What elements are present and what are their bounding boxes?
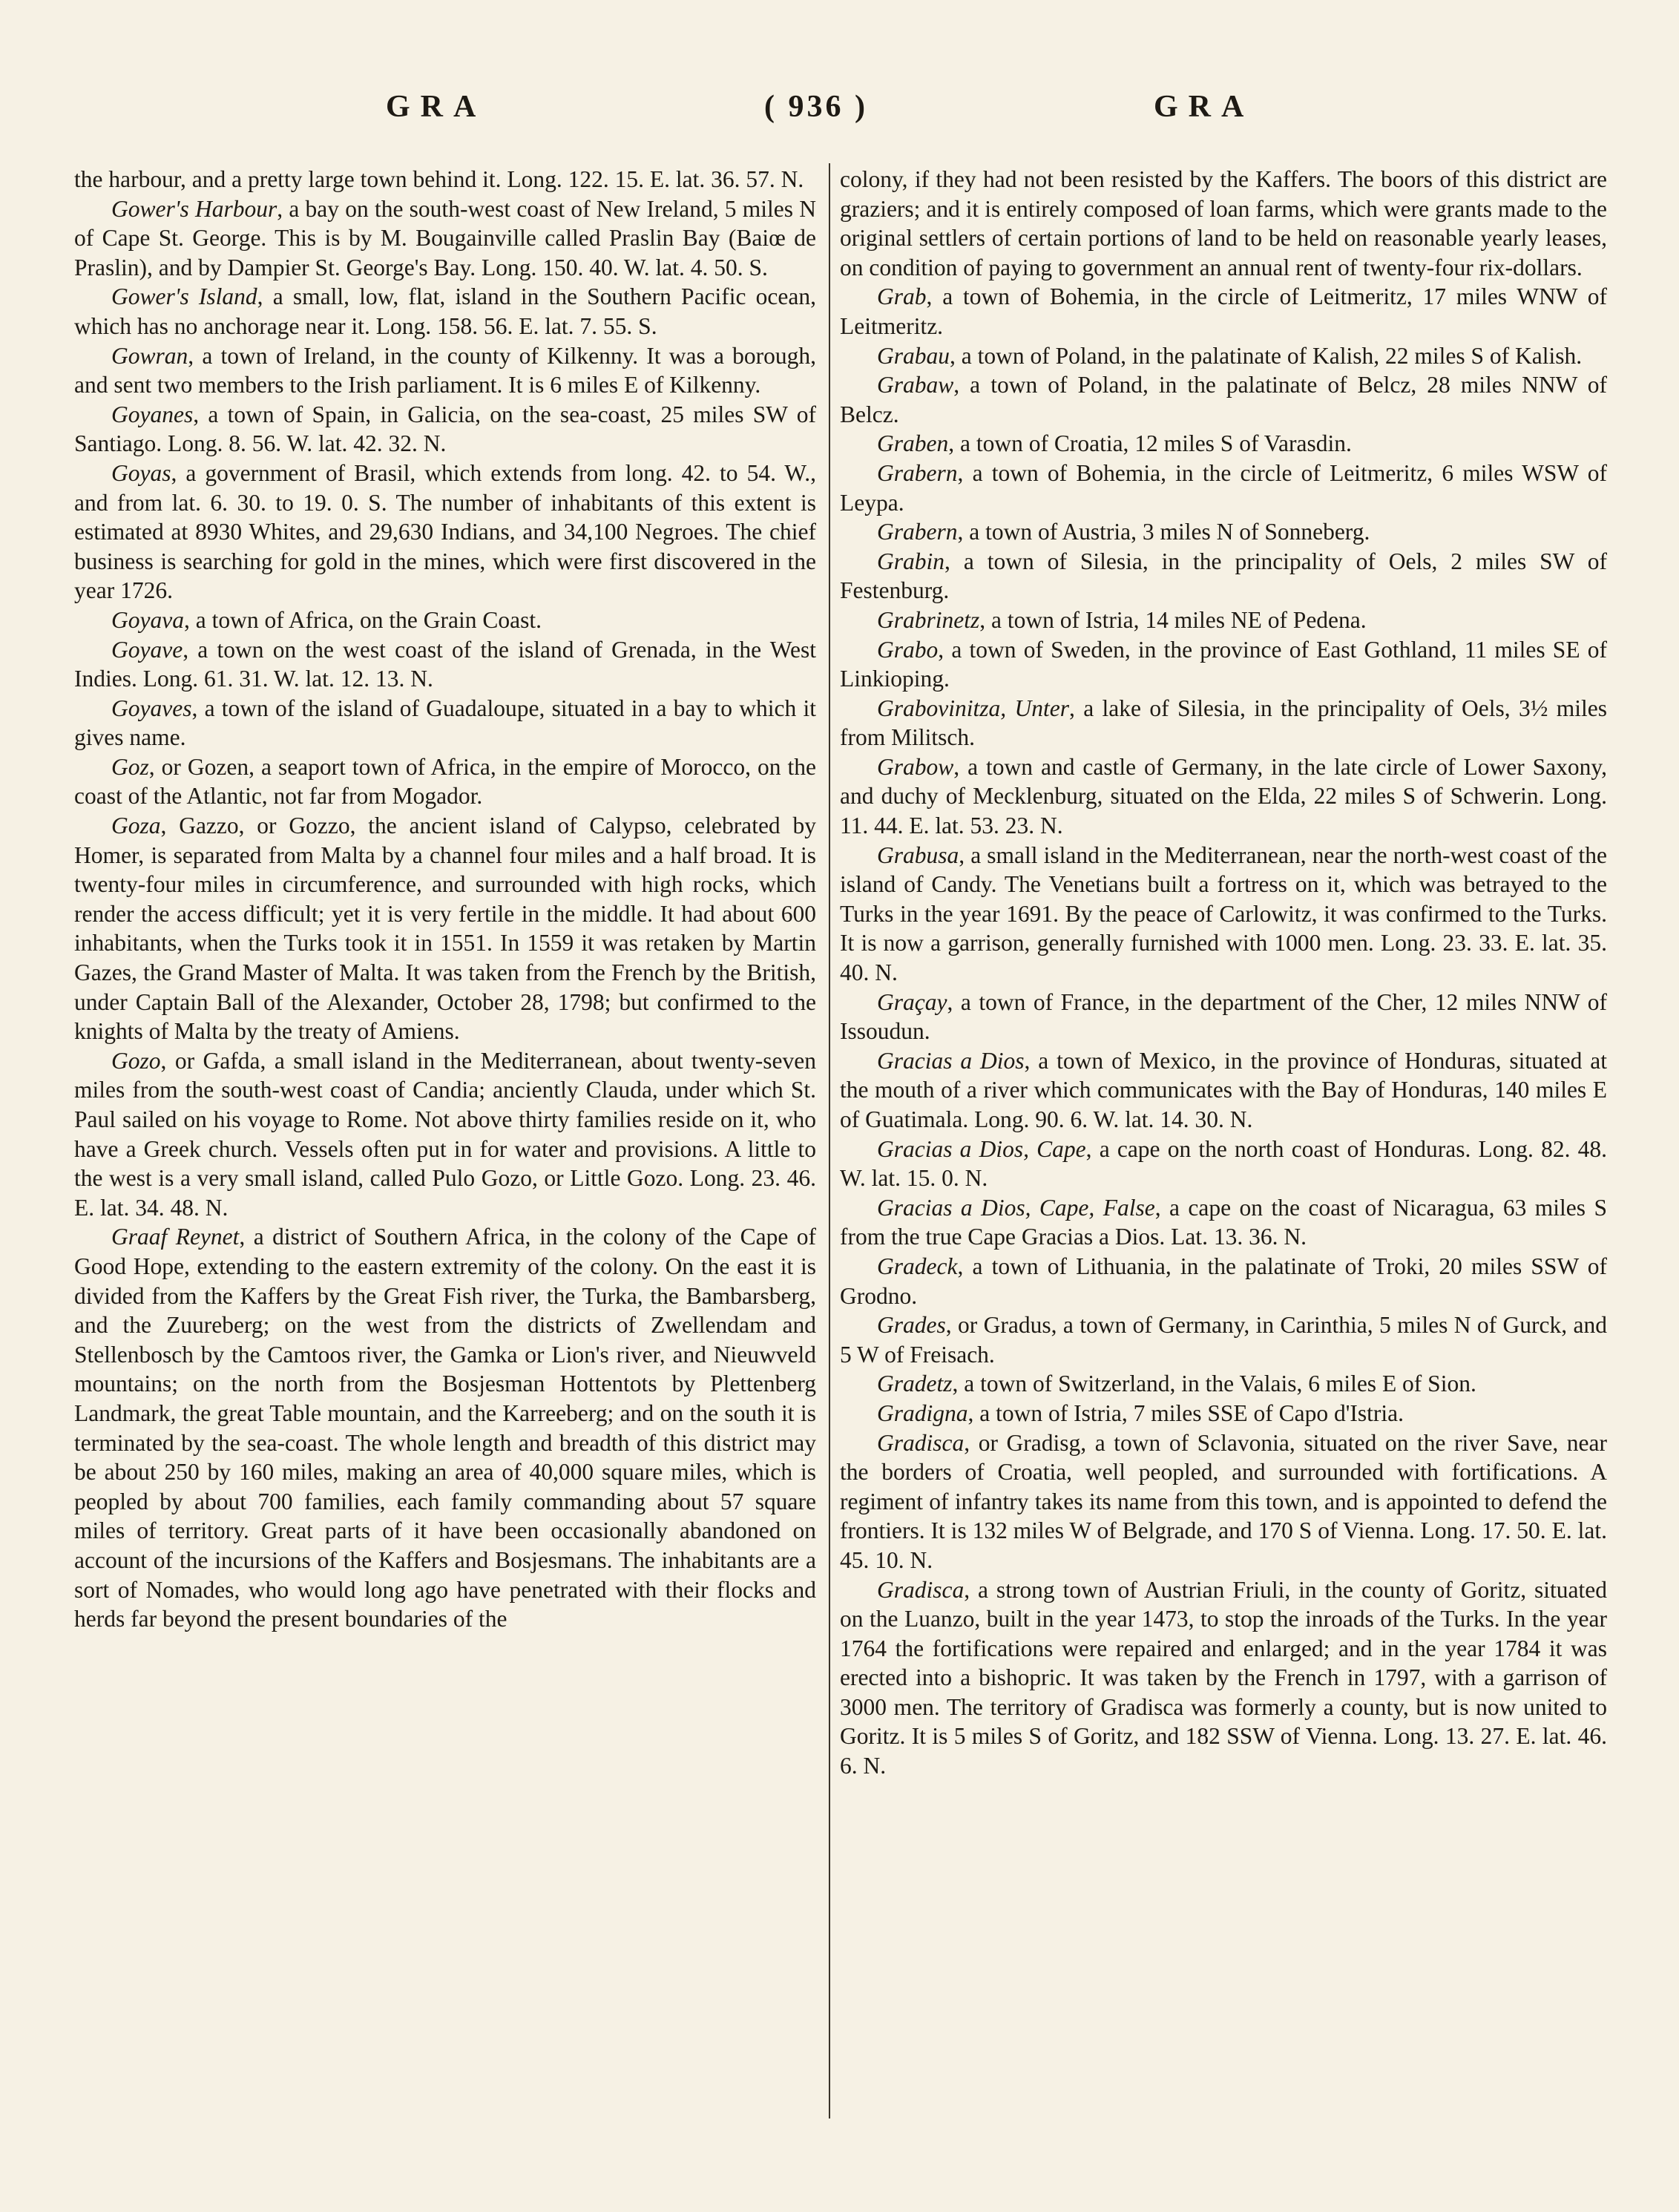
entry-headword: Gower's Island: [111, 283, 257, 310]
running-head-right: GRA: [1154, 90, 1255, 124]
entry-headword: Grabrinetz: [877, 606, 980, 633]
entry-headword: Goyaves: [111, 695, 192, 721]
entry-text: , a town of Croatia, 12 miles S of Varasdin.: [948, 430, 1352, 457]
entry-headword: Gowran: [111, 342, 188, 369]
entry-headword: Grab: [877, 283, 927, 310]
gazetteer-entry: [74, 400, 816, 459]
left-column: [74, 165, 816, 1634]
entry-text: , or Gozen, a seaport town of Africa, in the empire of Morocco, on the coast of the Atlantic, not far from Mogador.: [74, 753, 816, 810]
gazetteer-entry: [840, 1193, 1607, 1252]
gazetteer-entry: [74, 282, 816, 341]
page-number: ( 936 ): [764, 90, 868, 124]
entry-headword: Gradisca: [877, 1429, 965, 1456]
entry-headword: Goyave: [111, 636, 183, 663]
gazetteer-entry: [840, 1252, 1607, 1310]
entry-text: , a town of Poland, in the palatinate of Kalish, 22 miles S of Kalish.: [950, 342, 1583, 369]
gazetteer-entry: [840, 459, 1607, 517]
entry-headword: Gradigna: [877, 1399, 968, 1426]
gazetteer-entry: [840, 752, 1607, 841]
entry-headword: Grabusa: [877, 841, 959, 868]
gazetteer-entry: [840, 282, 1607, 341]
column-divider: [829, 163, 830, 2119]
gazetteer-entry: [840, 1135, 1607, 1193]
gazetteer-entry: [74, 165, 816, 194]
entry-text: , a town of Mexico, in the province of Honduras, situated at the mouth of a river which communicates with the Bay of Honduras, 140 miles E of Guatimala. Long. 90. 6. W. lat. 14. 30. N.: [840, 1047, 1608, 1132]
gazetteer-entry: [74, 341, 816, 400]
gazetteer-entry: [840, 370, 1607, 429]
entry-headword: Gracias a Dios, Cape: [877, 1135, 1086, 1162]
gazetteer-entry: [74, 811, 816, 1046]
entry-text: , a town of Poland, in the palatinate of Belcz, 28 miles NNW of Belcz.: [840, 372, 1607, 427]
entry-text: , a town of the island of Guadaloupe, situated in a bay to which it gives name.: [74, 695, 816, 751]
entry-headword: Grades: [877, 1312, 946, 1339]
entry-text: , a bay on the south-west coast of New Ireland, 5 miles N of Cape St. George. This is by M. Bougainville called Praslin Bay (Baiœ de Praslin), and by Dampier St. George's Bay. Long. 150. 40. W. lat. 4. 50. S.: [74, 195, 816, 280]
entry-text: , a town on the west coast of the island of Grenada, in the West Indies. Long. 61. 31. W. lat. 12. 13. N.: [74, 636, 816, 692]
entry-text: , a town and castle of Germany, in the late circle of Lower Saxony, and duchy of Mecklenburg, situated on the Elda, 22 miles S of Schwerin. Long. 11. 44. E. lat. 53. 23. N.: [840, 753, 1607, 839]
running-head-left: GRA: [386, 90, 487, 124]
entry-text: , a cape on the coast of Nicaragua, 63 miles S from the true Cape Gracias a Dios. Lat. 13. 36. N.: [840, 1194, 1607, 1250]
entry-text: , a town of Istria, 14 miles NE of Pedena.: [979, 606, 1367, 633]
entry-headword: Gracias a Dios, Cape, False: [877, 1194, 1155, 1221]
entry-headword: Goza: [111, 813, 161, 839]
gazetteer-entry: [840, 547, 1607, 605]
entry-headword: Grabern: [877, 459, 958, 486]
entry-headword: Grabo: [877, 636, 939, 663]
entry-headword: Goyava: [111, 606, 184, 633]
gazetteer-entry: [840, 988, 1607, 1046]
entry-headword: Gozo: [111, 1047, 161, 1074]
entry-text: , a town of Bohemia, in the circle of Leitmeritz, 17 miles WNW of Leitmeritz.: [840, 283, 1607, 339]
entry-headword: Graçay: [877, 988, 947, 1015]
gazetteer-entry: [74, 1046, 816, 1223]
gazetteer-entry: [840, 1399, 1607, 1428]
gazetteer-entry: [74, 459, 816, 605]
gazetteer-entry: [74, 194, 816, 283]
entry-text: , a strong town of Austrian Friuli, in the county of Goritz, situated on the Luanzo, built in the year 1473, to stop the inroads of the Turks. In the year 1764 the fortifications were repaired and enlarged; and in the year 1784 it was erected into a bishopric. It was taken by the French in 1797, with a garrison of 3000 men. The territory of Gradisca was formerly a county, but is now united to Goritz. It is 5 miles S of Goritz, and 182 SSW of Vienna. Long. 13. 27. E. lat. 46. 6. N.: [840, 1576, 1607, 1779]
entry-headword: Goyas: [111, 459, 171, 486]
right-column: [840, 165, 1607, 1781]
entry-headword: Grabow: [877, 753, 954, 780]
gazetteer-entry: [840, 635, 1607, 694]
entry-text: , a town of Spain, in Galicia, on the sea-coast, 25 miles SW of Santiago. Long. 8. 56. W. lat. 42. 32. N.: [74, 401, 816, 457]
gazetteer-entry: [840, 841, 1607, 988]
entry-headword: Graben: [877, 430, 949, 457]
gazetteer-entry: [840, 1575, 1607, 1781]
gazetteer-entry: [74, 1222, 816, 1633]
entry-text: , a town of Africa, on the Grain Coast.: [183, 606, 542, 633]
entry-text: , or Gradus, a town of Germany, in Carinthia, 5 miles N of Gurck, and 5 W of Freisach.: [840, 1312, 1607, 1368]
gazetteer-entry: [74, 694, 816, 752]
entry-headword: Gradetz: [877, 1371, 953, 1397]
page-header: [0, 89, 1679, 148]
entry-text: , a town of Sweden, in the province of East Gothland, 11 miles SE of Linkioping.: [840, 636, 1607, 692]
entry-text: the harbour, and a pretty large town behind it. Long. 122. 15. E. lat. 36. 57. N.: [74, 166, 804, 192]
entry-text: , a town of Austria, 3 miles N of Sonneberg.: [957, 519, 1370, 545]
entry-text: , a town of Bohemia, in the circle of Leitmeritz, 6 miles WSW of Leypa.: [840, 459, 1607, 516]
entry-headword: Goyanes: [111, 401, 194, 427]
gazetteer-entry: [840, 1046, 1607, 1135]
gazetteer-entry: [840, 165, 1607, 282]
entry-text: , a small, low, flat, island in the Southern Pacific ocean, which has no anchorage near it. Long. 158. 56. E. lat. 7. 55. S.: [74, 283, 816, 339]
gazetteer-entry: [840, 1310, 1607, 1369]
entry-text: , or Gafda, a small island in the Mediterranean, about twenty-seven miles from the south-west coast of Candia; anciently Clauda, under which St. Paul sailed on his voyage to Rome. Not above thirty families reside on it, who have a Greek church. Vessels often put in for water and provisions. A little to the west is a very small island, called Pulo Gozo, or Little Gozo. Long. 23. 46. E. lat. 34. 48. N.: [74, 1047, 816, 1221]
entry-headword: Grabin: [877, 548, 945, 574]
entry-headword: Grabau: [877, 342, 950, 369]
entry-text: , a lake of Silesia, in the principality of Oels, 3½ miles from Militsch.: [840, 695, 1607, 751]
entry-text: , a district of Southern Africa, in the colony of the Cape of Good Hope, extending to the eastern extremity of the colony. On the east it is divided from the Kaffers by the Great Fish river, the Turka, the Bambarsberg, and the Zuureberg; on the west from the districts of Zwellendam and Stellenbosch by the Camtoos river, the Gamka or Lion's river, and Nieuwveld mountains; on the north from the Bosjesman Hottentots by Plettenberg Landmark, the great Table mountain, and the Karreeberg; and on the south it is terminated by the sea-coast. The whole length and breadth of this district may be about 250 by 160 miles, making an area of 40,000 square miles, which is peopled by about 700 families, each family commanding about 57 square miles of territory. Great parts of it have been occasionally abandoned on account of the incursions of the Kaffers and Bosjesmans. The inhabitants are a sort of Nomades, who would long ago have penetrated with their flocks and herds far beyond the present boundaries of the: [74, 1224, 816, 1632]
entry-headword: Grabovinitza, Unter: [877, 695, 1069, 721]
entry-headword: Gracias a Dios: [877, 1047, 1025, 1074]
entry-headword: Graaf Reynet: [111, 1224, 240, 1250]
gazetteer-entry: [840, 605, 1607, 635]
gazetteer-entry: [840, 1369, 1607, 1399]
entry-headword: Gradeck: [877, 1253, 958, 1279]
gazetteer-entry: [840, 429, 1607, 459]
entry-text: , a town of Lithuania, in the palatinate of Troki, 20 miles SSW of Grodno.: [840, 1253, 1607, 1309]
gazetteer-entry: [74, 635, 816, 694]
entry-text: , a town of Ireland, in the county of Kilkenny. It was a borough, and sent two members to the Irish parliament. It is 6 miles E of Kilkenny.: [74, 342, 816, 398]
gazetteer-entry: [74, 752, 816, 811]
entry-text: , a cape on the north coast of Honduras. Long. 82. 48. W. lat. 15. 0. N.: [840, 1135, 1607, 1192]
gazetteer-entry: [840, 694, 1607, 752]
entry-text: , or Gradisg, a town of Sclavonia, situated on the river Save, near the borders of Croatia, well peopled, and surrounded with fortifications. A regiment of infantry takes its name from this town, and is appointed to defend the frontiers. It is 132 miles W of Belgrade, and 170 S of Vienna. Long. 17. 50. E. lat. 45. 10. N.: [840, 1429, 1607, 1573]
gazetteer-entry: [74, 605, 816, 635]
entry-text: , a town of France, in the department of the Cher, 12 miles NNW of Issoudun.: [840, 988, 1607, 1045]
entry-text: , a town of Switzerland, in the Valais, 6 miles E of Sion.: [952, 1371, 1476, 1397]
entry-text: , a town of Silesia, in the principality of Oels, 2 miles SW of Festenburg.: [840, 548, 1607, 604]
entry-headword: Gradisca: [877, 1576, 965, 1603]
entry-text: , Gazzo, or Gozzo, the ancient island of Calypso, celebrated by Homer, is separated from Malta by a channel four miles and a half broad. It is twenty-four miles in circumference, and surrounded with high rocks, which render the access difficult; yet it is very fertile in the middle. It had about 600 inhabitants, when the Turks took it in 1551. In 1559 it was retaken by Martin Gazes, the Grand Master of Malta. It was taken from the French by the British, under Captain Ball of the Alexander, October 28, 1798; but confirmed to the knights of Malta by the treaty of Amiens.: [74, 813, 816, 1045]
entry-text: , a government of Brasil, which extends from long. 42. to 54. W., and from lat. 6. 30. to 19. 0. S. The number of inhabitants of this extent is estimated at 8930 Whites, and 29,630 Indians, and 34,100 Negroes. The chief business is searching for gold in the mines, which were first discovered in the year 1726.: [74, 459, 816, 604]
gazetteer-entry: [840, 517, 1607, 547]
entry-text: , a town of Istria, 7 miles SSE of Capo d'Istria.: [967, 1399, 1404, 1426]
entry-headword: Grabern: [877, 519, 958, 545]
entry-text: colony, if they had not been resisted by the Kaffers. The boors of this district are graziers; and it is entirely composed of loan farms, which were grants made to the original settlers of certain portions of land to be held on reasonable yearly leases, on condition of paying to government an annual rent of twenty-four rix-dollars.: [840, 166, 1607, 280]
gazetteer-entry: [840, 341, 1607, 371]
entry-headword: Gower's Harbour: [111, 195, 277, 222]
entry-headword: Grabaw: [877, 372, 954, 398]
gazetteer-entry: [840, 1428, 1607, 1575]
entry-headword: Goz: [111, 753, 149, 780]
entry-text: , a small island in the Mediterranean, near the north-west coast of the island of Candy. The Venetians built a fortress on it, which was betrayed to the Turks in the year 1691. By the peace of Carlowitz, it was confirmed to the Turks. It is now a garrison, generally furnished with 1000 men. Long. 23. 33. E. lat. 35. 40. N.: [840, 841, 1607, 986]
